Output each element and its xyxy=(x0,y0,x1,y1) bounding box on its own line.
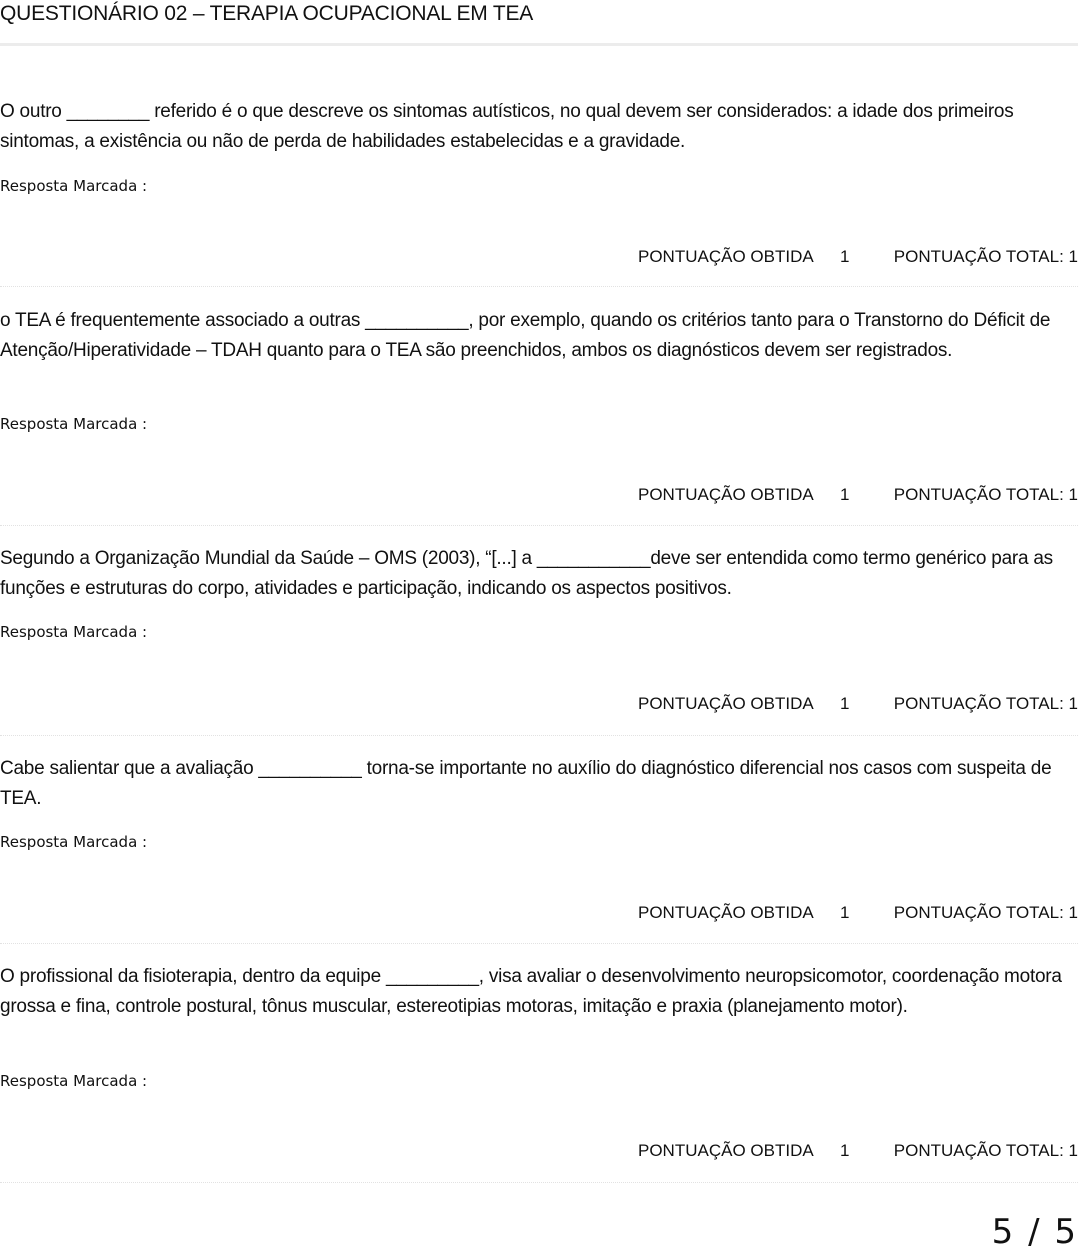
score-total-label: PONTUAÇÃO TOTAL: 1 xyxy=(893,247,1078,266)
score-obtained-label: PONTUAÇÃO OBTIDA xyxy=(638,1141,814,1160)
score-total-label: PONTUAÇÃO TOTAL: 1 xyxy=(893,903,1078,922)
page-counter: 5 / 5 xyxy=(991,1212,1078,1252)
question-divider xyxy=(0,735,1078,736)
answer-label: Resposta Marcada : xyxy=(0,833,148,851)
question-divider xyxy=(0,943,1078,944)
score-obtained-label: PONTUAÇÃO OBTIDA xyxy=(638,694,814,713)
score-obtained-label: PONTUAÇÃO OBTIDA xyxy=(638,247,814,266)
question-text: O outro ________ referido é o que descreve os sintomas autísticos, no qual devem ser considerados: a idade dos primeiros sintomas, a existência ou não de perda de habilidades estabelecidas e a gravidade. xyxy=(0,101,1014,152)
answer-label: Resposta Marcada : xyxy=(0,177,148,195)
score-row xyxy=(618,247,1078,269)
question-divider xyxy=(0,286,1078,287)
score-obtained-value: 1 xyxy=(840,903,850,922)
score-total-label: PONTUAÇÃO TOTAL: 1 xyxy=(893,1141,1078,1160)
score-total-label: PONTUAÇÃO TOTAL: 1 xyxy=(893,694,1078,713)
score-row xyxy=(618,1141,1078,1163)
score-total-label: PONTUAÇÃO TOTAL: 1 xyxy=(893,485,1078,504)
question-text: o TEA é frequentemente associado a outras __________, por exemplo, quando os critérios tanto para o Transtorno do Déficit de Atenção/Hiperatividade – TDAH quanto para o TEA são preenchidos, ambos os diagnósticos devem ser registrados. xyxy=(0,310,1051,361)
score-obtained-label: PONTUAÇÃO OBTIDA xyxy=(638,903,814,922)
score-obtained-label: PONTUAÇÃO OBTIDA xyxy=(638,485,814,504)
score-obtained-value: 1 xyxy=(840,485,850,504)
page-title: QUESTIONÁRIO 02 – TERAPIA OCUPACIONAL EM TEA xyxy=(0,2,534,25)
answer-label: Resposta Marcada : xyxy=(0,1072,148,1090)
score-row xyxy=(618,903,1078,925)
score-row xyxy=(618,694,1078,716)
page-header xyxy=(0,0,1078,46)
score-obtained-value: 1 xyxy=(840,247,850,266)
score-obtained-value: 1 xyxy=(840,694,850,713)
question-divider xyxy=(0,1182,1078,1183)
score-obtained-value: 1 xyxy=(840,1141,850,1160)
question-text: Segundo a Organização Mundial da Saúde – OMS (2003), “[...] a ___________deve ser entendida como termo genérico para as funções e estruturas do corpo, atividades e participação, indicando os aspectos positivos. xyxy=(0,548,1053,599)
question-text: O profissional da fisioterapia, dentro da equipe _________, visa avaliar o desenvolvimento neuropsicomotor, coordenação motora grossa e fina, controle postural, tônus muscular, estereotipias motoras, imitação e praxia (planejamento motor). xyxy=(0,966,1062,1017)
answer-label: Resposta Marcada : xyxy=(0,415,148,433)
answer-label: Resposta Marcada : xyxy=(0,623,148,641)
question-divider xyxy=(0,525,1078,526)
score-row xyxy=(618,485,1078,507)
question-text: Cabe salientar que a avaliação __________ torna-se importante no auxílio do diagnóstico diferencial nos casos com suspeita de TEA. xyxy=(0,758,1052,809)
